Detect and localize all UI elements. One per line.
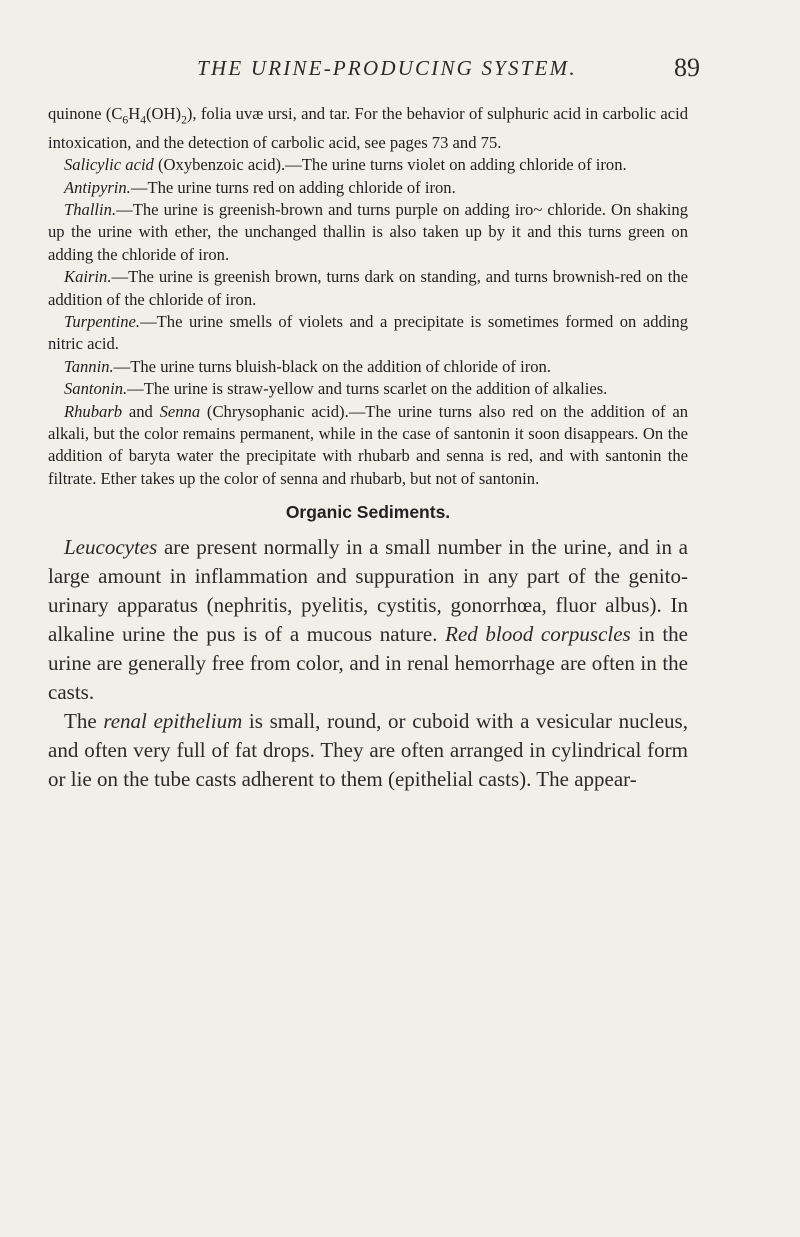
page-header	[74, 53, 700, 90]
running-title: THE URINE-PRODUCING SYSTEM.	[197, 56, 577, 80]
section-heading: Organic Sediments.	[285, 502, 451, 523]
paragraph-salicylic-acid: Salicylic acid (Oxybenzoic acid).—The urine turns violet on adding chloride of iron.	[64, 155, 627, 175]
paragraph-thallin: Thallin.—The urine is greenish-brown and turns purple on adding iro~ chloride. On shaking up the urine with ether, the unchanged thallin is also taken up by it and this turns green on adding the chloride of iron.	[48, 199, 688, 264]
paragraph-tannin: Tannin.—The urine turns bluish-black on the addition of chloride of iron.	[64, 356, 551, 376]
paragraph-rhubarb-senna: Rhubarb and Senna (Chrysophanic acid).—The urine turns also red on the addition of an alkali, but the color remains permanent, while in the case of santonin it soon disappears. On the addition of baryta water the precipitate with rhubarb and senna is red, and with santonin the filtrate. Ether takes up the color of senna and rhubarb, but not of santonin.	[48, 401, 688, 488]
paragraph-kairin: Kairin.—The urine is greenish brown, turns dark on standing, and turns brownish-red on the addition of the chloride of iron.	[48, 267, 688, 309]
term-kairin: Kairin.	[64, 267, 112, 287]
paragraph-turpentine: Turpentine.—The urine smells of violets and a precipitate is sometimes formed on adding nitric acid.	[48, 311, 688, 354]
paragraph-antipyrin: Antipyrin.—The urine turns red on adding chloride of iron.	[64, 177, 456, 197]
term-antipyrin: Antipyrin.	[64, 177, 131, 197]
drug-reactions-list	[48, 103, 688, 490]
paragraph-santonin: Santonin.—The urine is straw-yellow and turns scarlet on the addition of alkalies.	[64, 379, 608, 399]
paragraph-leucocytes: Leucocytes are present normally in a small number in the urine, and in a large amount in inflammation and suppuration in any part of the genito-urinary apparatus (nephritis, pyelitis, cystitis, gonorrhœa, fluor albus). In alkaline urine the pus is of a mucous nature. Red blood corpuscles in the urine are generally free from color, and in renal hemorrhage are often in the casts.	[48, 535, 688, 705]
term-tannin: Tannin.	[64, 356, 114, 376]
term-turpentine: Turpentine.	[64, 311, 141, 331]
term-santonin: Santonin.	[64, 379, 128, 399]
term-rhubarb: Rhubarb	[64, 401, 123, 421]
organic-sediments-text	[48, 533, 688, 794]
term-leucocytes: Leucocytes	[64, 535, 158, 560]
body-text	[48, 103, 688, 794]
paragraph-renal-epithelium: The renal epithelium is small, round, or cuboid with a vesicular nucleus, and often very full of fat drops. They are often arranged in cylindrical form or lie on the tube casts adherent to them (epithelial casts). The appear-	[48, 709, 688, 792]
page-number: 89	[674, 53, 700, 82]
term-salicylic-acid: Salicylic acid	[64, 155, 154, 175]
term-senna: Senna	[159, 401, 201, 421]
term-thallin: Thallin.	[64, 199, 117, 219]
paragraph-quinone: quinone $(C_6H_4(OH)_2)$, folia uvæ ursi, and tar. For the behavior of sulphuric acid in carbolic acid intoxication, and the detection of carbolic acid, see pages 73 and 75.	[48, 104, 688, 152]
term-red-blood-corpuscles: Red blood corpuscles	[445, 622, 631, 647]
term-renal-epithelium: renal epithelium	[103, 709, 243, 734]
